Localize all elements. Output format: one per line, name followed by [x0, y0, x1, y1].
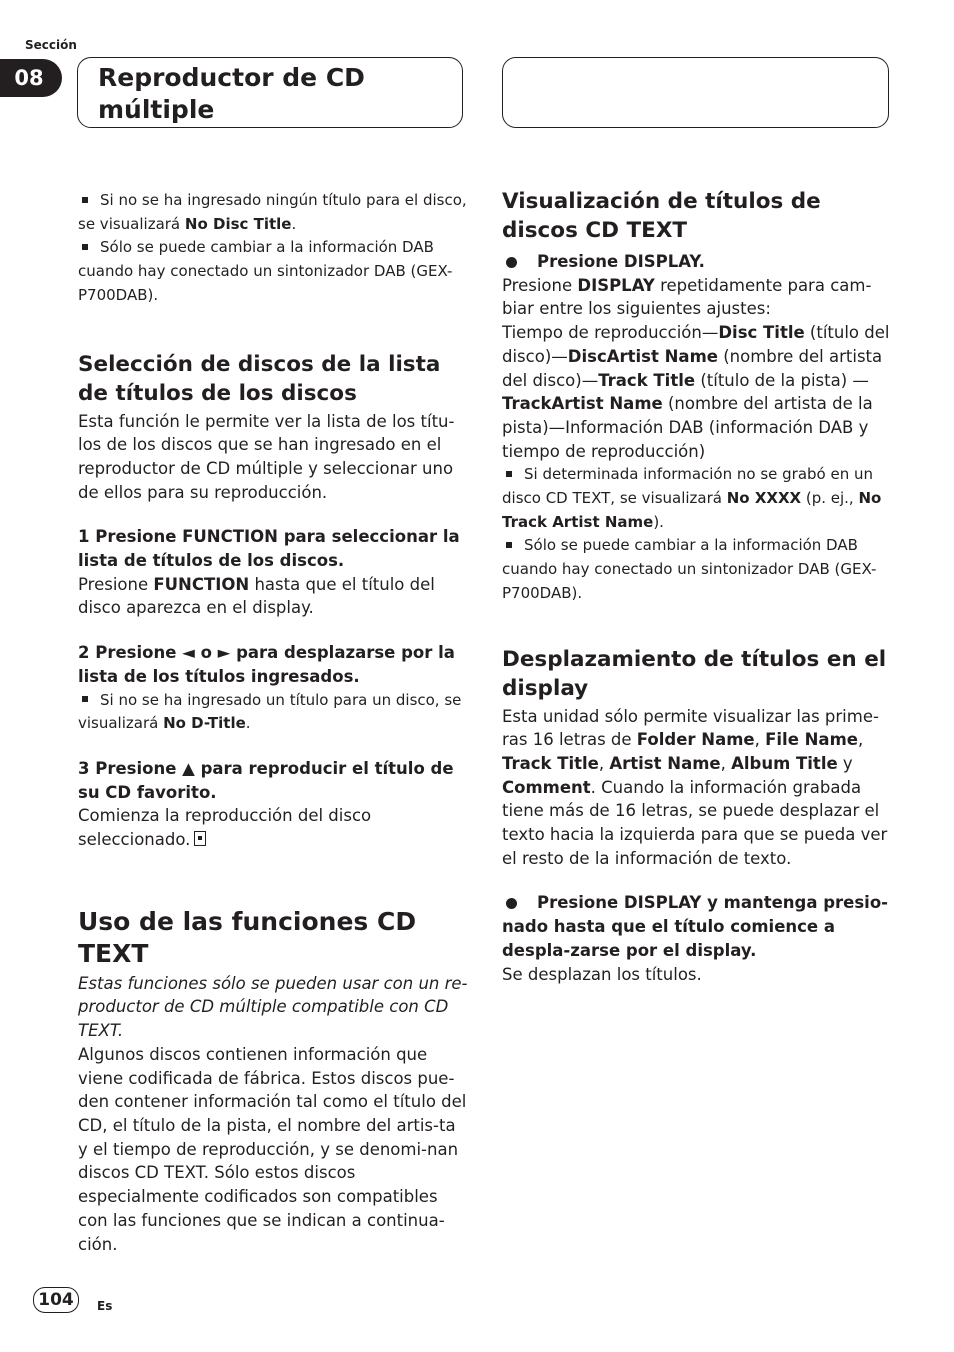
- display-bullet: Presione DISPLAY.: [502, 250, 892, 274]
- header-empty-box: [502, 57, 889, 128]
- language-code: Es: [97, 1299, 113, 1313]
- step-2-heading: 2 Presione ◄ o ► para desplazarse por la lista de los títulos ingresados.: [78, 643, 455, 686]
- step-1-heading: 1 Presione FUNCTION para seleccionar la lista de títulos de los discos.: [78, 527, 460, 571]
- note-dab-info-right: Sólo se puede cambiar a la información DAB cuando hay conectado un sintonizador DAB (GEX-P700DAB).: [502, 534, 892, 605]
- section-heading-cd-text-titles: Visualización de títulos de discos CD TEXT: [502, 189, 821, 243]
- bullet-icon: [506, 898, 517, 909]
- note-dab-info: Sólo se puede cambiar a la información DAB cuando hay conectado un sintonizador DAB (GEX-P700DAB).: [78, 236, 468, 307]
- chapter-title: Reproductor de CD múltiple: [98, 63, 365, 124]
- left-column: [78, 189, 468, 1256]
- scroll-bullet: Presione DISPLAY y mantenga presio-nado hasta que el título comience a despla-zarse por el display.: [502, 893, 889, 960]
- chapter-title-box: [77, 57, 463, 128]
- section-heading-cd-text: Uso de las funciones CD TEXT: [78, 906, 417, 968]
- step-3-body: Comienza la reproducción del disco seleccionado.: [78, 806, 372, 850]
- step-1-body: Presione FUNCTION hasta que el título del disco aparezca en el display.: [78, 574, 435, 618]
- section-heading-disc-list: Selección de discos de la lista de títulos de los discos: [78, 351, 441, 406]
- step-3-heading: 3 Presione ▲ para reproducir el título de su CD favorito.: [78, 758, 454, 802]
- scroll-result: Se desplazan los títulos.: [502, 964, 702, 984]
- bullet-icon: [506, 257, 517, 268]
- section-label: Sección: [25, 38, 77, 52]
- step-2-note: Si no se ha ingresado un título para un disco, se visualizará No D-Title.: [78, 689, 468, 736]
- section-heading-scroll-titles: Desplazamiento de títulos en el display: [502, 646, 887, 701]
- section-intro: Esta función le permite ver la lista de los títu-los de los discos que se han ingresado en el reproductor de CD múltiple y seleccionar uno de ellos para su reproducción.: [78, 411, 455, 502]
- display-instructions: Presione DISPLAY repetidamente para cam-biar entre los siguientes ajustes:: [502, 275, 872, 319]
- right-column: [502, 187, 892, 986]
- end-mark-icon: [194, 831, 206, 846]
- cd-text-body: Algunos discos contienen información que viene codificada de fábrica. Estos discos pue-den contener información tal como el título del CD, el título de la pista, el nombre del artis-ta y el tiempo de reproducción, y se denomi-nan discos CD TEXT. Sólo estos discos especialmente codificados son compatibles con las funciones que se indican a continua-ción.: [78, 1044, 467, 1254]
- scroll-description: Esta unidad sólo permite visualizar las prime-ras 16 letras de Folder Name, File Name, Track Title, Artist Name, Album Title y Comment. Cuando la información grabada tiene más de 16 letras, se puede desplazar el texto hacia la izquierda para que se pueda ver el resto de la información de texto.: [502, 706, 888, 868]
- display-sequence: Tiempo de reproducción—Disc Title (título del disco)—DiscArtist Name (nombre del artista del disco)—Track Title (título de la pista) —TrackArtist Name (nombre del artista de la pista)—Información DAB (información DAB y tiempo de reproducción): [502, 323, 890, 461]
- page-number: 104: [33, 1287, 79, 1313]
- section-number-badge: 08: [0, 59, 62, 97]
- note-no-xxxx: Si determinada información no se grabó en un disco CD TEXT, se visualizará No XXXX (p. ej., No Track Artist Name).: [502, 463, 892, 534]
- cd-text-italic-note: Estas funciones sólo se pueden usar con un re-productor de CD múltiple compatible con CD TEXT.: [78, 973, 468, 1041]
- note-no-disc-title: Si no se ha ingresado ningún título para el disco, se visualizará No Disc Title.: [78, 189, 468, 236]
